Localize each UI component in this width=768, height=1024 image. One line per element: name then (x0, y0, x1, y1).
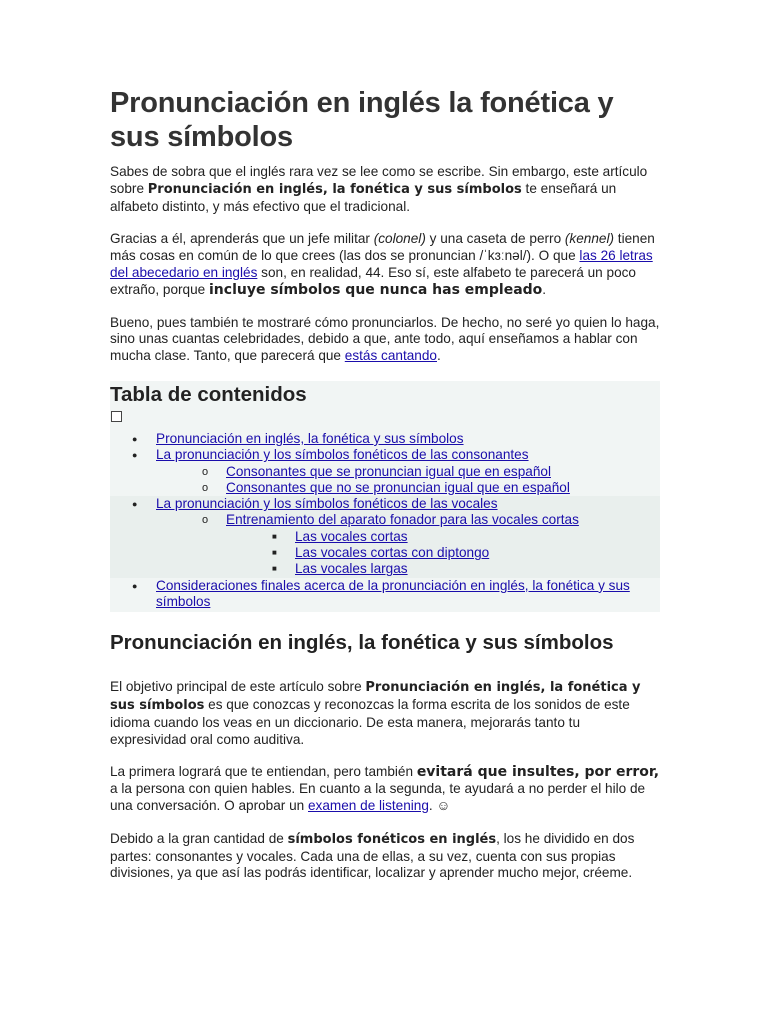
intro-paragraph-1 (110, 164, 660, 215)
toc-link[interactable]: Las vocales cortas (295, 528, 408, 544)
toc-link[interactable]: Consideraciones finales acerca de la pronunciación en inglés, la fonética y sus símbolos (156, 577, 630, 609)
italic-text: (kennel) (564, 231, 615, 247)
bold-text: Pronunciación en inglés, la fonética y sus símbolos (147, 181, 522, 197)
toc-item (110, 480, 660, 496)
text-run: . (436, 348, 441, 364)
bold-text: incluye símbolos que nunca has empleado (209, 281, 543, 298)
text-run: . (542, 281, 547, 297)
text-run: tienen más cosas en común de lo que crees (las dos se pronuncian /ˈkɜːnəl/). O que (110, 231, 655, 264)
toc-item (110, 578, 660, 611)
intro-paragraph-3 (110, 315, 660, 365)
toc-item (110, 561, 660, 577)
circle-bullet-icon: o (202, 465, 209, 478)
section-heading: Pronunciación en inglés, la fonética y sus símbolos (110, 631, 614, 655)
text-run: te enseñará un alfabeto distinto, y más efectivo que el tradicional. (110, 180, 617, 214)
toc-item (110, 464, 660, 480)
section-paragraph-2 (110, 764, 660, 814)
toc-item (110, 431, 660, 447)
link-examen-listening[interactable]: examen de listening (308, 798, 429, 814)
toc-item (110, 447, 660, 463)
circle-bullet-icon: o (202, 481, 209, 494)
section-paragraph-1 (110, 679, 660, 748)
bullet-icon: ● (132, 433, 138, 444)
table-of-contents (110, 381, 660, 612)
square-bullet-icon: ■ (272, 564, 277, 574)
square-bullet-icon: ■ (272, 548, 277, 558)
toc-link[interactable]: La pronunciación y los símbolos fonéticos de las vocales (156, 496, 498, 512)
text-run: Bueno, pues también te mostraré cómo pronunciarlos. De hecho, no seré yo quien lo haga, sino unas cuantas celebridades, debido a que, ante todo, aquí enseñamos a hablar con mucha clase. Tanto, que parecerá que (110, 314, 660, 364)
text-run: Sabes de sobra que el inglés rara vez se lee como se escribe. Sin embargo, este artículo sobre (110, 164, 648, 196)
toc-list (110, 431, 660, 610)
text-run: es que conozcas y reconozcas la forma escrita de los sonidos de este idioma cuando los veas en un diccionario. De esta manera, mejorarás tanto tu expresividad oral como auditiva. (110, 697, 630, 747)
article-body (110, 86, 660, 898)
text-run: Debido a la gran cantidad de (110, 830, 288, 846)
toc-link[interactable]: Las vocales largas (295, 561, 408, 577)
toc-link[interactable]: Las vocales cortas con diptongo (295, 545, 490, 561)
text-run: . ☺ (428, 798, 451, 814)
toc-item (110, 545, 660, 561)
text-run: Gracias a él, aprenderás que un jefe militar (110, 231, 374, 247)
bullet-icon: ● (132, 450, 138, 461)
link-estas-cantando[interactable]: estás cantando (344, 348, 437, 364)
link-26-letras[interactable]: las 26 letras del abecedario en inglés (110, 248, 653, 280)
toc-link[interactable]: Consonantes que se pronuncian igual que en español (226, 463, 551, 479)
page-title: Pronunciación en inglés la fonética y sus símbolos (110, 87, 614, 153)
toc-link[interactable]: Consonantes que no se pronuncian igual que en español (226, 479, 570, 495)
bold-text: evitará que insultes, por error, (416, 764, 660, 781)
circle-bullet-icon: o (202, 514, 209, 527)
text-run: a la persona con quien hables. En cuanto a la segunda, te ayudará a no perder el hilo de una conversación. O aprobar un (110, 781, 646, 814)
toc-title: Tabla de contenidos (110, 382, 307, 406)
toc-item (110, 496, 660, 512)
intro-paragraph-2 (110, 231, 660, 298)
text-run: La primera logrará que te entiendan, pero también (110, 764, 417, 780)
section-paragraph-3 (110, 831, 660, 882)
toc-item (110, 529, 660, 545)
text-run: son, en realidad, 44. Eso sí, este alfabeto te parecerá un poco extraño, porque (110, 264, 636, 297)
text-run: El objetivo principal de este artículo sobre (110, 679, 366, 695)
text-run: , los he dividido en dos partes: consonantes y vocales. Cada una de ellas, a su vez, cuenta con sus propias divisiones, ya que así las podrás identificar, localizar y aprender mucho mejor, créeme. (110, 830, 635, 881)
bullet-icon: ● (132, 580, 138, 591)
toc-link[interactable]: La pronunciación y los símbolos fonéticos de las consonantes (156, 447, 529, 463)
bullet-icon: ● (132, 499, 138, 510)
toc-link[interactable]: Entrenamiento del aparato fonador para las vocales cortas (226, 512, 579, 528)
italic-text: (colonel) (373, 231, 426, 247)
bold-text: Pronunciación en inglés, la fonética y sus símbolos (110, 680, 641, 714)
square-bullet-icon: ■ (272, 531, 277, 541)
text-run: y una caseta de perro (425, 231, 565, 247)
toc-toggle-checkbox[interactable] (111, 411, 122, 422)
toc-item (110, 512, 660, 528)
bold-text: símbolos fonéticos en inglés (287, 831, 497, 847)
toc-link[interactable]: Pronunciación en inglés, la fonética y sus símbolos (156, 430, 464, 446)
